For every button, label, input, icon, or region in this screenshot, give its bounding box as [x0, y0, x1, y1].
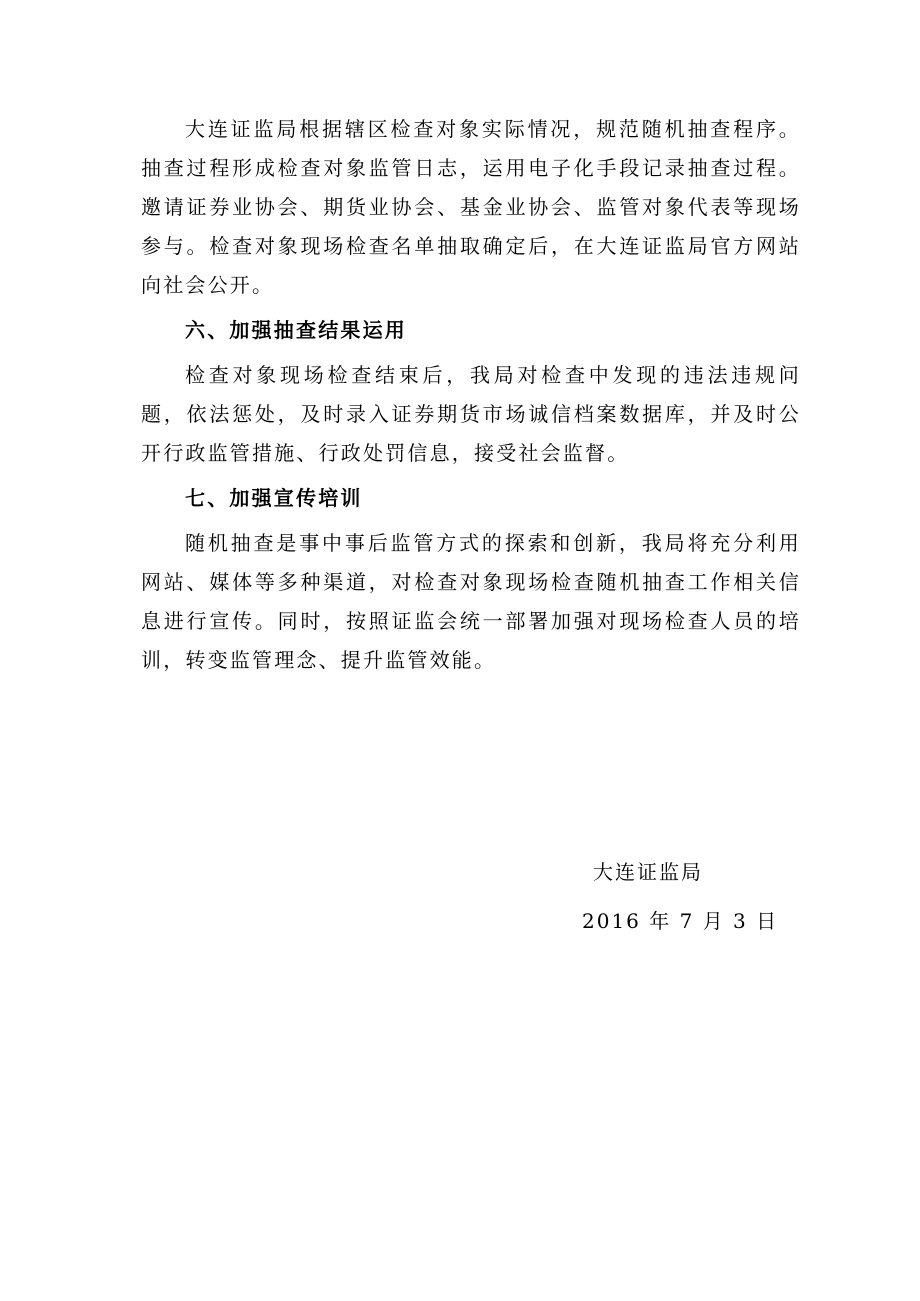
section-heading-results: 六、加强抽查结果运用 [185, 318, 407, 342]
document-body [141, 110, 801, 680]
paragraph-inspection-procedure: 大连证监局根据辖区检查对象实际情况，规范随机抽查程序。抽查过程形成检查对象监管日志，运用电子化手段记录抽查过程。邀请证券业协会、期货业协会、基金业协会、监管对象代表等现场参与。检查对象现场检查名单抽取确定后，在大连证监局官方网站向社会公开。 [141, 117, 801, 297]
signature-organization: 大连证监局 [593, 860, 703, 884]
paragraph-publicity: 随机抽查是事中事后监管方式的探索和创新，我局将充分利用网站、媒体等多种渠道，对检查对象现场检查随机抽查工作相关信息进行宣传。同时，按照证监会统一部署加强对现场检查人员的培训，转变监管理念、提升监管效能。 [141, 531, 801, 672]
paragraph-results: 检查对象现场检查结束后，我局对检查中发现的违法违规问题，依法惩处，及时录入证券期货市场诚信档案数据库，并及时公开行政监管措施、行政处罚信息，接受社会监督。 [141, 363, 801, 465]
signature-date: 2016 年 7 月 3 日 [582, 909, 779, 933]
section-heading-publicity: 七、加强宣传培训 [185, 486, 363, 510]
